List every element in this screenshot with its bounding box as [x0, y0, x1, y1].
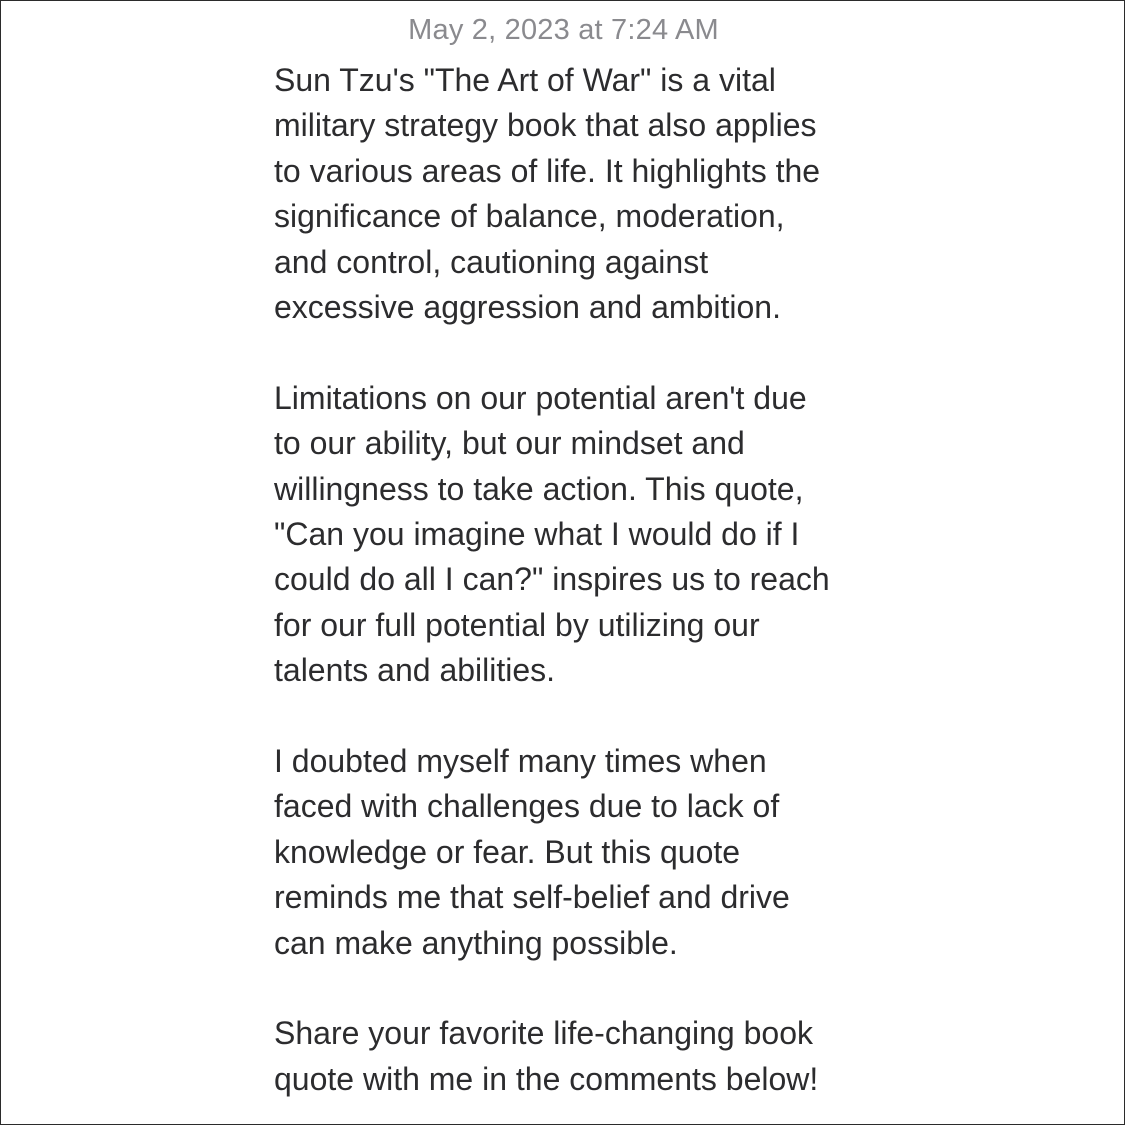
note-line: military strategy book that also applies: [274, 107, 817, 144]
note-line: could do all I can?" inspires us to reach: [274, 561, 830, 598]
note-line: Share your favorite life-changing book: [274, 1015, 813, 1052]
note-paragraph: [274, 376, 874, 694]
note-line: significance of balance, moderation,: [274, 198, 785, 235]
note-line: to various areas of life. It highlights the: [274, 152, 821, 189]
note-line: excessive aggression and ambition.: [274, 289, 781, 326]
note-line: willingness to take action. This quote,: [274, 470, 804, 507]
note-line: quote with me in the comments below!: [274, 1060, 819, 1097]
note-line: Sun Tzu's "The Art of War" is a vital: [274, 62, 776, 98]
note-line: "Can you imagine what I would do if I: [274, 516, 800, 553]
paragraph-gap: [274, 966, 874, 1011]
note-line: and control, cautioning against: [274, 243, 709, 280]
note-line: knowledge or fear. But this quote: [274, 833, 741, 870]
paragraph-gap: [274, 694, 874, 739]
note-line: Limitations on our potential aren't due: [274, 379, 807, 416]
note-paragraph: [274, 739, 874, 966]
note-line: can make anything possible.: [274, 924, 678, 961]
note-body-text[interactable]: [274, 58, 874, 1102]
note-line: for our full potential by utilizing our: [274, 606, 760, 643]
note-line: I doubted myself many times when: [274, 743, 767, 780]
note-paragraph: [274, 1011, 874, 1102]
note-line: reminds me that self-belief and drive: [274, 879, 790, 916]
note-timestamp: May 2, 2023 at 7:24 AM: [408, 14, 719, 46]
paragraph-gap: [274, 330, 874, 375]
note-line: faced with challenges due to lack of: [274, 788, 780, 825]
note-line: talents and abilities.: [274, 652, 556, 689]
note-line: to our ability, but our mindset and: [274, 425, 745, 462]
note-paragraph: [274, 58, 874, 330]
